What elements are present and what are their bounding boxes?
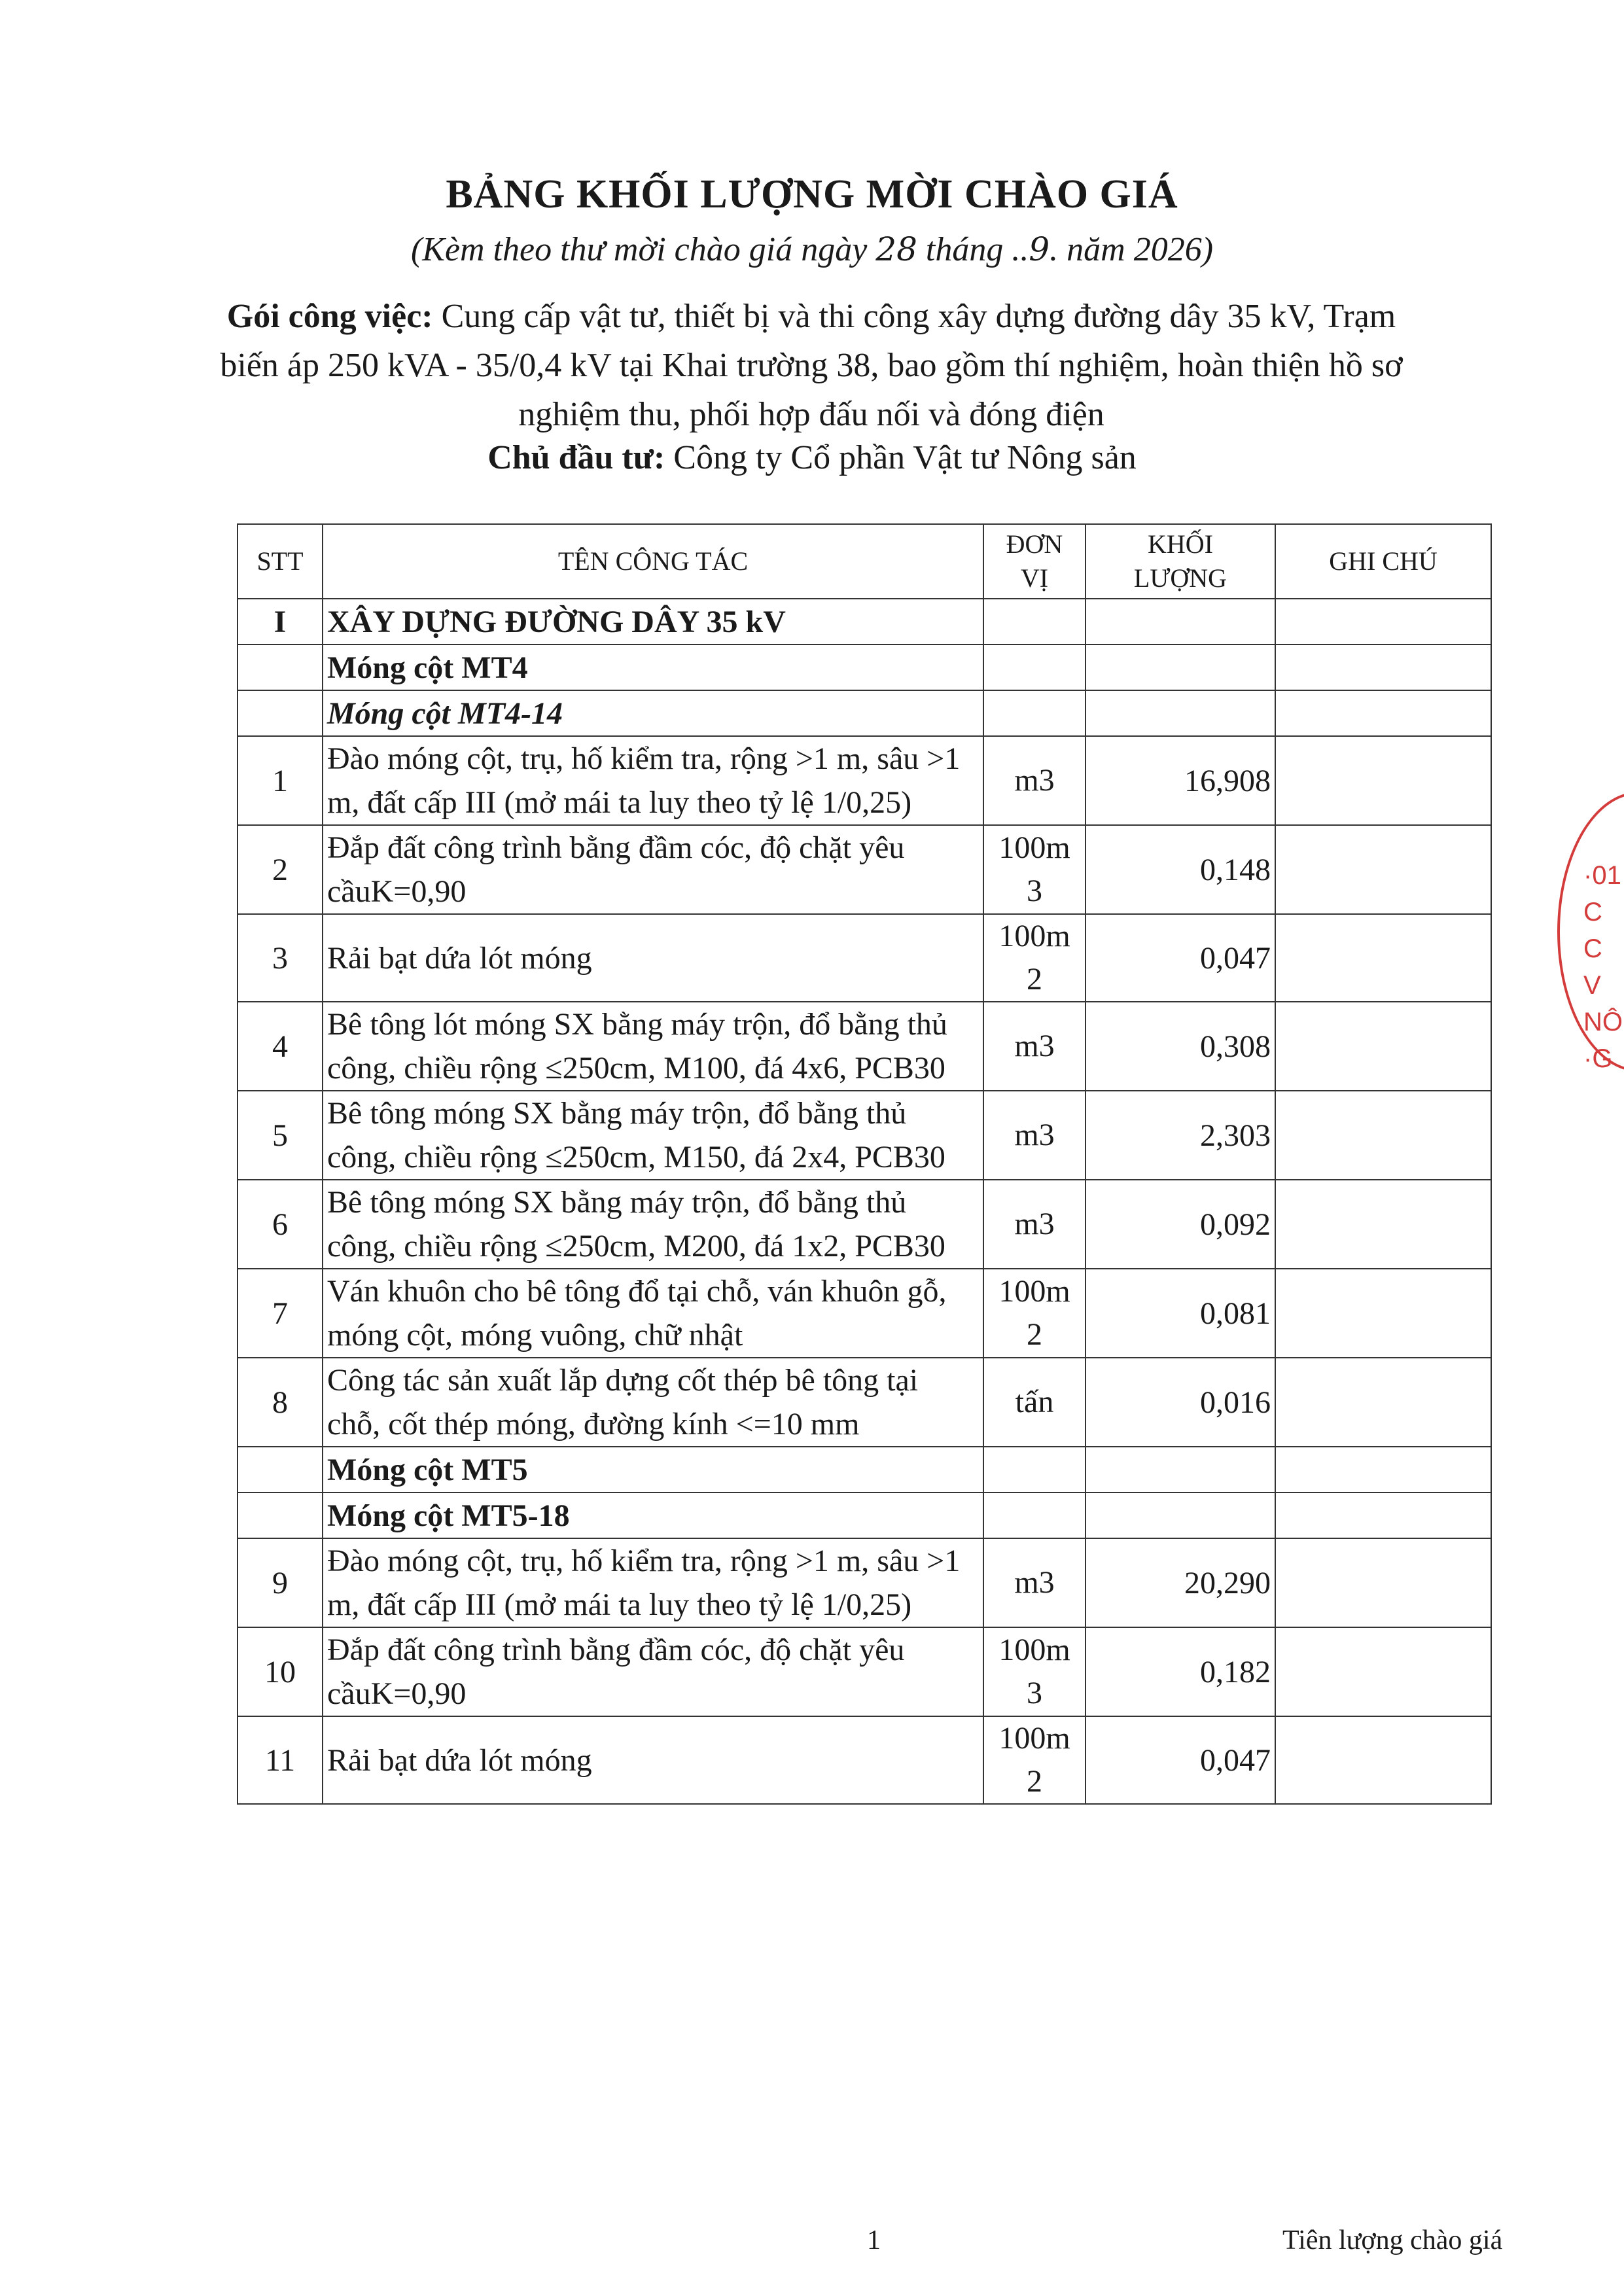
row-stt: 6 [238,1180,323,1269]
table-row [238,1538,1491,1627]
stamp-line: ·G [1583,1044,1613,1073]
row-stt: I [238,599,323,645]
row-note [1275,1269,1491,1358]
row-note [1275,825,1491,914]
row-stt: 10 [238,1627,323,1716]
table-row [238,1002,1491,1091]
table-row [238,825,1491,914]
stamp-line: NÔ [1583,1008,1623,1036]
row-note [1275,1492,1491,1538]
row-name: Ván khuôn cho bê tông đổ tại chỗ, ván khuôn gỗ, móng cột, móng vuông, chữ nhật [323,1269,983,1358]
table-row [238,1492,1491,1538]
owner-label: Chủ đầu tư: [487,439,665,476]
header-name: TÊN CÔNG TÁC [323,524,983,599]
table-row [238,1180,1491,1269]
table-row [238,690,1491,736]
row-name: Móng cột MT5 [323,1447,983,1492]
subtitle-after: . năm 2026) [1050,231,1214,268]
row-name: Đắp đất công trình bằng đầm cóc, độ chặt yêu cầuK=0,90 [323,1627,983,1716]
table-row [238,599,1491,645]
header-unit [983,524,1086,599]
owner-line [0,438,1624,477]
row-name: Bê tông móng SX bằng máy trộn, đổ bằng thủ công, chiều rộng ≤250cm, M150, đá 2x4, PCB30 [323,1091,983,1180]
header-qty-line2: LƯỢNG [1133,563,1227,593]
row-note [1275,736,1491,825]
owner-text: Công ty Cổ phần Vật tư Nông sản [665,439,1137,476]
row-unit: tấn [983,1358,1086,1447]
row-note [1275,1447,1491,1492]
subtitle-mid: tháng .. [917,231,1029,268]
row-qty [1086,1447,1275,1492]
row-qty [1086,1492,1275,1538]
stamp-line: V [1583,971,1601,1000]
row-stt: 3 [238,914,323,1002]
table-body [238,599,1491,1804]
row-note [1275,645,1491,690]
subtitle-before: (Kèm theo thư mời chào giá ngày [410,231,876,268]
row-qty: 0,308 [1086,1002,1275,1091]
table-row [238,736,1491,825]
stamp-line: C [1583,898,1602,927]
row-unit: 100m 3 [983,1627,1086,1716]
header-unit-line2: VỊ [1020,563,1049,593]
handwritten-month: 9 [1029,230,1050,268]
row-unit: m3 [983,1180,1086,1269]
row-name: Bê tông lót móng SX bằng máy trộn, đổ bằng thủ công, chiều rộng ≤250cm, M100, đá 4x6, PCB30 [323,1002,983,1091]
row-stt: 7 [238,1269,323,1358]
row-stt: 2 [238,825,323,914]
handwritten-day: 28 [875,230,917,268]
row-name: Đào móng cột, trụ, hố kiểm tra, rộng >1 m, sâu >1 m, đất cấp III (mở mái ta luy theo tỷ lệ 1/0,25) [323,736,983,825]
row-stt: 11 [238,1716,323,1804]
row-unit [983,599,1086,645]
package-description [196,292,1426,439]
row-name: Công tác sản xuất lắp dựng cốt thép bê tông tại chỗ, cốt thép móng, đường kính <=10 mm [323,1358,983,1447]
package-label: Gói công việc: [226,298,433,335]
row-note [1275,599,1491,645]
row-name: Đào móng cột, trụ, hố kiểm tra, rộng >1 m, sâu >1 m, đất cấp III (mở mái ta luy theo tỷ lệ 1/0,25) [323,1538,983,1627]
row-name: Đắp đất công trình bằng đầm cóc, độ chặt yêu cầuK=0,90 [323,825,983,914]
row-qty: 16,908 [1086,736,1275,825]
row-qty: 0,081 [1086,1269,1275,1358]
header-note: GHI CHÚ [1275,524,1491,599]
row-note [1275,1002,1491,1091]
row-unit: 100m 2 [983,914,1086,1002]
row-unit: 100m 2 [983,1716,1086,1804]
row-qty [1086,645,1275,690]
row-qty: 20,290 [1086,1538,1275,1627]
row-stt: 4 [238,1002,323,1091]
row-unit: 100m 3 [983,825,1086,914]
row-name: Móng cột MT5-18 [323,1492,983,1538]
table-row [238,1269,1491,1358]
header-stt: STT [238,524,323,599]
row-note [1275,690,1491,736]
row-qty: 0,148 [1086,825,1275,914]
row-name: Rải bạt dứa lót móng [323,1716,983,1804]
row-stt: 5 [238,1091,323,1180]
row-qty: 0,016 [1086,1358,1275,1447]
stamp-text [1583,857,1624,1077]
row-qty [1086,690,1275,736]
table-row [238,1447,1491,1492]
row-note [1275,1091,1491,1180]
row-name: Móng cột MT4-14 [323,690,983,736]
header-qty-line1: KHỐI [1148,529,1213,559]
row-note [1275,1627,1491,1716]
row-qty: 0,047 [1086,1716,1275,1804]
row-unit: m3 [983,1538,1086,1627]
row-qty: 0,092 [1086,1180,1275,1269]
document-title: BẢNG KHỐI LƯỢNG MỜI CHÀO GIÁ [446,172,1178,217]
row-unit: m3 [983,1002,1086,1091]
row-unit: 100m 2 [983,1269,1086,1358]
table-header-row [238,524,1491,599]
row-unit [983,690,1086,736]
stamp-line: C [1583,934,1602,963]
row-note [1275,914,1491,1002]
row-stt: 1 [238,736,323,825]
table-row [238,1627,1491,1716]
row-stt [238,645,323,690]
document-subtitle [0,230,1624,269]
row-qty: 2,303 [1086,1091,1275,1180]
row-stt [238,690,323,736]
table-row [238,914,1491,1002]
table-row [238,1716,1491,1804]
row-stt: 9 [238,1538,323,1627]
row-stt [238,1447,323,1492]
page-number: 1 [867,2225,881,2255]
row-unit: m3 [983,736,1086,825]
row-qty: 0,047 [1086,914,1275,1002]
row-unit [983,1492,1086,1538]
row-name: Rải bạt dứa lót móng [323,914,983,1002]
package-text: Cung cấp vật tư, thiết bị và thi công xây dựng đường dây 35 kV, Trạm biến áp 250 kVA - 35/0,4 kV tại Khai trường 38, bao gồm thí nghiệm, hoàn thiện hồ sơ nghiệm thu, phối hợp đấu nối và đóng điện [220,298,1403,433]
row-note [1275,1716,1491,1804]
quantity-table [237,523,1492,1805]
header-qty [1086,524,1275,599]
row-name: Bê tông móng SX bằng máy trộn, đổ bằng thủ công, chiều rộng ≤250cm, M200, đá 1x2, PCB30 [323,1180,983,1269]
row-qty [1086,599,1275,645]
row-stt [238,1492,323,1538]
table-row [238,645,1491,690]
table-row [238,1358,1491,1447]
table-row [238,1091,1491,1180]
row-unit: m3 [983,1091,1086,1180]
row-unit [983,1447,1086,1492]
footer-caption: Tiên lượng chào giá [1282,2225,1503,2255]
header-unit-line1: ĐƠN [1006,529,1063,559]
row-note [1275,1180,1491,1269]
row-name: Móng cột MT4 [323,645,983,690]
row-unit [983,645,1086,690]
row-qty: 0,182 [1086,1627,1275,1716]
row-name: XÂY DỰNG ĐƯỜNG DÂY 35 kV [323,599,983,645]
row-stt: 8 [238,1358,323,1447]
row-note [1275,1538,1491,1627]
row-note [1275,1358,1491,1447]
stamp-line: ·01 [1583,861,1621,890]
